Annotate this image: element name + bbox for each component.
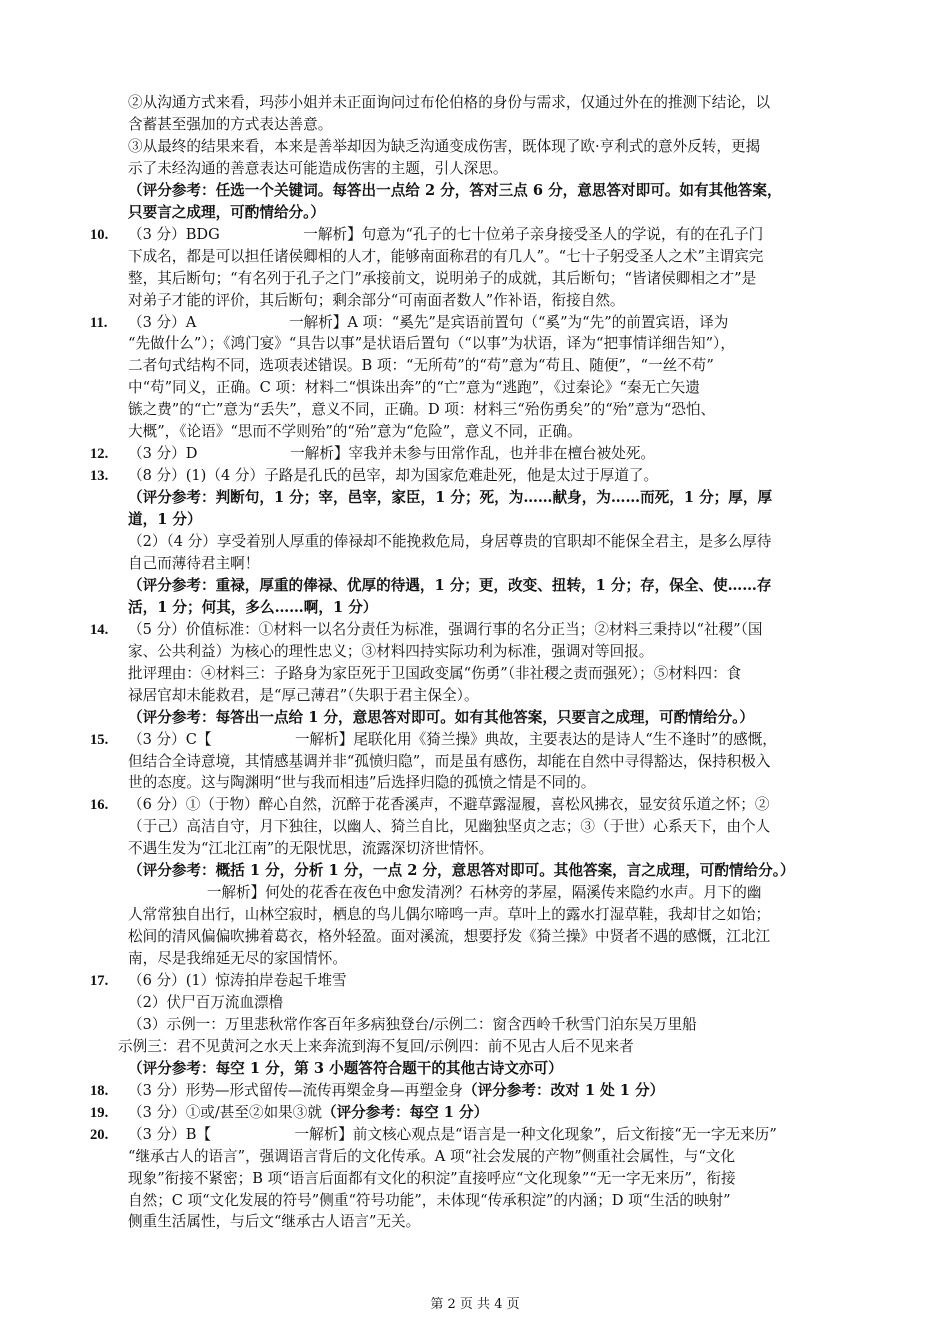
answer-line: （于己）高洁自守，月下独往，以幽人、猗兰自比，见幽独坚贞之志；③（于世）心系天下，由个人 <box>128 818 771 836</box>
question-number: 18. <box>90 1082 109 1099</box>
answer-line: 家、公共利益）为核心的理性忠义；③材料四持实际功利为标准，强调对等回报。 <box>128 642 654 660</box>
question-number: 19. <box>90 1104 109 1121</box>
answer-line: 镞之费”的“亡”意为“丢失”，意义不同，正确。D 项：材料三“殆伤勇矣”的“殆”意为“恐怕、 <box>128 401 716 419</box>
answer-line: 一解析】何处的花香在夜色中愈发清冽？石林旁的茅屋，隔溪传来隐约水声。月下的幽 <box>128 884 762 902</box>
answer-line: （6 分）①（于物）醉心自然，沉醉于花香溪声，不避草露湿履，喜松风拂衣，显安贫乐道之怀；② <box>128 796 770 814</box>
question-number: 20. <box>90 1126 109 1143</box>
answer-line: 松间的清风偏偏吹拂着葛衣，格外轻盈。面对溪流，想要抒发《猗兰操》中贤者不遇的感慨，江北江 <box>128 928 771 946</box>
answer-line: 自然；C 项“文化发展的符号”侧重“符号功能”，未体现“传承积淀”的内涵；D 项“生活的映射” <box>128 1191 731 1209</box>
scoring-note: （评分参考：改对 1 处 1 分） <box>463 1081 665 1099</box>
answer-line: ②从沟通方式来看，玛莎小姐并未正面询问过布伦伯格的身份与需求，仅通过外在的推测下结论，以 <box>128 94 771 111</box>
answer-line: “继承古人的语言”，强调语言背后的文化传承。A 项“社会发展的产物”侧重社会属性，与“文化 <box>128 1147 736 1165</box>
answer-line: 现象”衔接不紧密；B 项“语言后面都有文化的积淀”直接呼应“文化现象”“无一字无来历”，衔接 <box>128 1169 736 1187</box>
scoring-note-line: 活，1 分；何其，多么……啊，1 分） <box>128 598 378 616</box>
answer-line: 二者句式结构不同，选项表述错误。B 项：“无所苟”的“苟”意为“苟且、随便”，“一丝不苟” <box>128 357 714 375</box>
answer-line: （2）伏尸百万流血漂橹 <box>128 993 284 1011</box>
answer-line: 自己而薄待君主啊！ <box>128 554 260 572</box>
answer-line: 世的态度。这与陶渊明“世与我而相违”后选择归隐的孤愤之情是不同的。 <box>128 774 596 792</box>
scoring-note-line: （评分参考：概括 1 分，分析 1 分，一点 2 分，意思答对即可。其他答案，言之成理，可酌情给分。） <box>128 862 795 880</box>
answer-line: 南，尽是我绵延无尽的家国情怀。 <box>128 950 347 968</box>
question-number: 15. <box>90 731 109 748</box>
answer-line: （3 分）BDG 一解析】句意为“孔子的七十位弟子亲身接受圣人的学说，有的在孔子门 <box>128 225 764 243</box>
question-number: 11. <box>90 314 108 331</box>
answer-line: （3 分）A 一解析】A 项：“奚先”是宾语前置句（“奚”为“先”的前置宾语，译为 <box>128 313 729 331</box>
answer-line: （3 分）D 一解析】宰我并未参与田常作乱，也并非在檀台被处死。 <box>128 445 656 463</box>
answer-line: 下成名，都是可以担任诸侯卿相的人才，能够南面称君的有几人”。“七十子躬受圣人之术”主谓宾完 <box>128 247 764 265</box>
answer-line: （3 分）B【 一解析】前文核心观点是“语言是一种文化现象”，后文衔接“无一字无来历” <box>128 1125 777 1143</box>
answer-line: 禄居官却未能救君，是“厚己薄君”（失职于君主保全）。 <box>128 686 479 704</box>
scoring-note-line: （评分参考：每答出一点给 1 分，意思答对即可。如有其他答案，只要言之成理，可酌情给分。） <box>128 708 754 726</box>
answer-line: （3 分）C【 一解析】尾联化用《猗兰操》典故，主要表达的是诗人“生不逢时”的感慨， <box>128 730 777 748</box>
answer-line: 大概”，《论语》“思而不学则殆”的“殆”意为“危险”，意义不同，正确。 <box>128 423 582 441</box>
answer-line: 示了未经沟通的善意表达可能造成伤害的主题，引人深思。 <box>128 159 508 177</box>
answer-line: 但结合全诗意境，其情感基调并非“孤愤归隐”，而是虽有感伤，却能在自然中寻得豁达，保持积极入 <box>128 752 771 770</box>
answer-line: （8 分）(1)（4 分）子路是孔氏的邑宰，却为国家危难赴死，他是太过于厚道了。 <box>128 467 659 485</box>
scoring-note-line: 只要言之成理，可酌情给分。） <box>128 203 326 221</box>
question-number: 10. <box>90 226 109 243</box>
question-number: 16. <box>90 797 109 814</box>
question-number: 17. <box>90 973 109 989</box>
answer-line: “先做什么”）；《鸿门宴》“具告以事”是状语后置句（“以事”为状语，译为“把事情详细告知”）， <box>128 335 735 353</box>
question-number: 12. <box>90 446 109 463</box>
answer-line: （5 分）价值标准：①材料一以名分责任为标准，强调行事的名分正当；②材料三秉持以“社稷”（国 <box>128 620 763 638</box>
answer-line: 人常常独自出行，山林空寂时，栖息的鸟儿偶尔啼鸣一声。草叶上的露水打湿草鞋，我却甘之如饴； <box>128 906 771 924</box>
answer-line: （6 分）(1）惊涛拍岸卷起千堆雪 <box>128 972 347 989</box>
answer-line: 中“苟”同义，正确。C 项：材料二“惧诛出奔”的“亡”意为“逃跑”，《过秦论》“秦无亡矢遗 <box>128 379 700 397</box>
scoring-note-line: 道，1 分） <box>128 511 202 529</box>
scoring-note-line: （评分参考：判断句，1 分；宰，邑宰，家臣，1 分；死，为……献身，为……而死，1 分；厚，厚 <box>128 489 773 507</box>
answer-line: （3）示例一：万里悲秋常作客百年多病独登台/示例二：窗含西岭千秋雪门泊东吴万里船 <box>128 1015 697 1033</box>
answer-line: （2）（4 分）享受着别人厚重的俸禄却不能挽救危局，身居尊贵的官职却不能保全君主，是多么厚待 <box>128 533 772 550</box>
answer-line: 对弟子才能的评价，其后断句；剩余部分“可南面者数人”作补语，衔接自然。 <box>128 291 625 309</box>
answer-line: 侧重生活属性，与后文“继承古人语言”无关。 <box>128 1213 421 1231</box>
answer-line: （3 分）形势—形式留传—流传再槊金身—再塑金身（评分参考：改对 1 处 1 分） <box>128 1081 665 1099</box>
answer-line: 示例三：君不见黄河之水天上来奔流到海不复回/示例四：前不见古人后不见来者 <box>118 1037 634 1055</box>
scoring-note-line: （评分参考：每空 1 分，第 3 小题答符合题干的其他古诗文亦可） <box>128 1059 563 1077</box>
answer-line: 整，其后断句；“有名列于孔子之门”承接前文，说明弟子的成就，其后断句；“皆诸侯卿相之才”是 <box>128 269 757 287</box>
page-footer: 第 2 页 共 4 页 <box>430 1297 520 1312</box>
scoring-note: （评分参考：每空 1 分） <box>321 1103 489 1121</box>
scoring-note-line: （评分参考：重禄，厚重的俸禄、优厚的待遇，1 分；更，改变、扭转，1 分；存，保全、使……存 <box>128 576 772 594</box>
question-number: 13. <box>90 468 109 485</box>
scoring-note-line: （评分参考：任选一个关键词。每答出一点给 2 分，答对三点 6 分，意思答对即可。如有其他答案， <box>128 181 782 199</box>
answer-line: （3 分）①或/甚至②如果③就（评分参考：每空 1 分） <box>128 1103 489 1121</box>
answer-line: 批评理由：④材料三：子路身为家臣死于卫国政变属“伤勇”（非社稷之责而强死）；⑤材料四：食 <box>128 664 742 682</box>
answer-line: 含蓄甚至强加的方式表达善意。 <box>128 115 333 133</box>
answer-line: ③从最终的结果来看，本来是善举却因为缺乏沟通变成伤害，既体现了欧·亨利式的意外反转，更揭 <box>128 137 761 155</box>
question-number: 14. <box>90 621 109 638</box>
answer-line: 不遇生发为“江北江南”的无限忧思，流露深切济世情怀。 <box>128 840 494 858</box>
